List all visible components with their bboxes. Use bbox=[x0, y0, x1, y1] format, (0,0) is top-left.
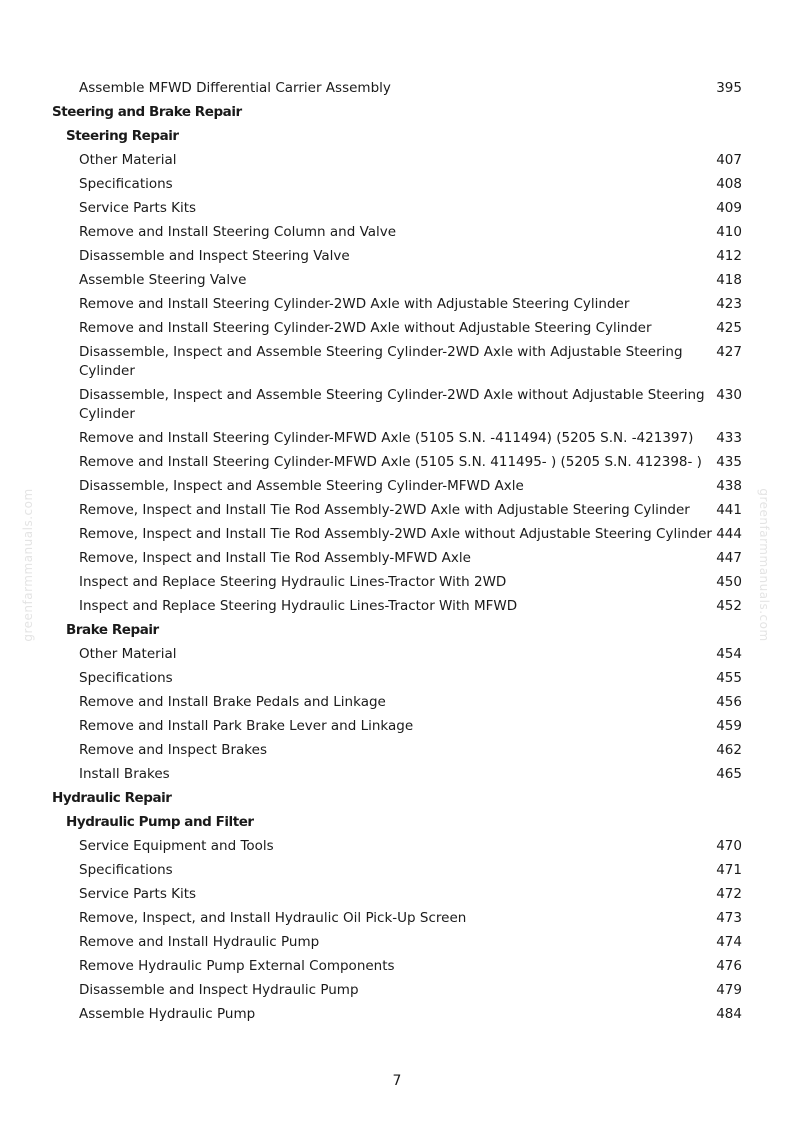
toc-entry-title: Assemble Hydraulic Pump bbox=[79, 1005, 256, 1022]
toc-entry[interactable] bbox=[0, 172, 794, 196]
toc-entry-title: Inspect and Replace Steering Hydraulic Lines-Tractor With 2WD bbox=[79, 573, 507, 590]
toc-entry-title: Disassemble, Inspect and Assemble Steering Cylinder-2WD Axle with Adjustable Steering Cylinder bbox=[79, 343, 683, 379]
toc-entry[interactable] bbox=[0, 1002, 794, 1026]
toc-entry-page-number: 441 bbox=[716, 501, 742, 518]
toc-entry-title: Assemble Steering Valve bbox=[79, 271, 247, 288]
toc-entry[interactable] bbox=[0, 522, 794, 546]
toc-entry-page-number: 395 bbox=[716, 79, 742, 96]
toc-entry-page-number: 418 bbox=[716, 271, 742, 288]
toc-entry[interactable] bbox=[0, 148, 794, 172]
toc-entry-title: Assemble MFWD Differential Carrier Assembly bbox=[79, 79, 391, 96]
toc-entry-title: Service Equipment and Tools bbox=[79, 837, 274, 854]
toc-entry[interactable] bbox=[0, 76, 794, 100]
toc-entry-page-number: 444 bbox=[716, 525, 742, 542]
toc-entry-page-number: 450 bbox=[716, 573, 742, 590]
toc-entry-title: Remove and Install Hydraulic Pump bbox=[79, 933, 320, 950]
toc-entry-page-number: 427 bbox=[716, 343, 742, 360]
toc-entry[interactable] bbox=[0, 244, 794, 268]
toc-entry-title: Steering Repair bbox=[66, 127, 179, 144]
toc-entry[interactable] bbox=[0, 594, 794, 618]
toc-entry[interactable] bbox=[0, 268, 794, 292]
toc-entry-title: Remove, Inspect and Install Tie Rod Assembly-2WD Axle with Adjustable Steering Cylinder bbox=[79, 501, 690, 518]
toc-entry-page-number: 474 bbox=[716, 933, 742, 950]
toc-entry-page-number: 465 bbox=[716, 765, 742, 782]
toc-entry[interactable] bbox=[0, 762, 794, 786]
toc-entry[interactable] bbox=[0, 714, 794, 738]
toc-entry-page-number: 476 bbox=[716, 957, 742, 974]
toc-entry[interactable] bbox=[0, 220, 794, 244]
toc-entry[interactable] bbox=[0, 450, 794, 474]
toc-entry[interactable] bbox=[0, 930, 794, 954]
toc-entry-page-number: 438 bbox=[716, 477, 742, 494]
toc-entry-page-number: 462 bbox=[716, 741, 742, 758]
watermark-left-text: greenfarmmanuals.com bbox=[21, 488, 35, 642]
toc-entry[interactable] bbox=[0, 546, 794, 570]
toc-entry-title: Remove and Install Park Brake Lever and Linkage bbox=[79, 717, 414, 734]
toc-subsection-heading bbox=[0, 810, 794, 834]
toc-entry[interactable] bbox=[0, 196, 794, 220]
toc-entry-page-number: 410 bbox=[716, 223, 742, 240]
toc-entry-page-number: 470 bbox=[716, 837, 742, 854]
toc-entry-title: Disassemble, Inspect and Assemble Steering Cylinder-2WD Axle without Adjustable Steering Cylinder bbox=[79, 386, 705, 422]
toc-entry[interactable] bbox=[0, 738, 794, 762]
toc-entry-title: Other Material bbox=[79, 151, 177, 168]
toc-entry-page-number: 456 bbox=[716, 693, 742, 710]
toc-entry-page-number: 407 bbox=[716, 151, 742, 168]
toc-entry[interactable] bbox=[0, 426, 794, 450]
toc-entry-page-number: 447 bbox=[716, 549, 742, 566]
toc-entry-page-number: 479 bbox=[716, 981, 742, 998]
toc-entry[interactable] bbox=[0, 906, 794, 930]
toc-entry-title: Remove and Install Steering Cylinder-2WD Axle with Adjustable Steering Cylinder bbox=[79, 295, 630, 312]
toc-entry-title: Other Material bbox=[79, 645, 177, 662]
toc-entry-title: Remove, Inspect and Install Tie Rod Assembly-2WD Axle without Adjustable Steering Cylinder bbox=[79, 525, 712, 542]
toc-entry-title: Remove Hydraulic Pump External Components bbox=[79, 957, 395, 974]
toc-entry-title: Specifications bbox=[79, 861, 173, 878]
toc-entry-title: Remove and Install Steering Cylinder-2WD Axle without Adjustable Steering Cylinder bbox=[79, 319, 652, 336]
toc-entry-page-number: 459 bbox=[716, 717, 742, 734]
toc-entry-page-number: 455 bbox=[716, 669, 742, 686]
toc-entry[interactable] bbox=[0, 642, 794, 666]
toc-entry-page-number: 452 bbox=[716, 597, 742, 614]
toc-entry-title: Remove and Install Steering Cylinder-MFWD Axle (5105 S.N. 411495- ) (5205 S.N. 412398- ) bbox=[79, 453, 702, 470]
toc-entry-page-number: 471 bbox=[716, 861, 742, 878]
toc-entry-page-number: 408 bbox=[716, 175, 742, 192]
toc-entry-title: Steering and Brake Repair bbox=[52, 103, 242, 120]
toc-entry[interactable] bbox=[0, 690, 794, 714]
toc-section-heading bbox=[0, 786, 794, 810]
toc-entry-title: Disassemble, Inspect and Assemble Steering Cylinder-MFWD Axle bbox=[79, 477, 524, 494]
toc-entry-title: Remove and Install Brake Pedals and Linkage bbox=[79, 693, 386, 710]
toc-entry-title: Disassemble and Inspect Steering Valve bbox=[79, 247, 350, 264]
toc-entry-page-number: 430 bbox=[716, 386, 742, 403]
toc-entry-title: Remove and Install Steering Column and Valve bbox=[79, 223, 397, 240]
toc-entry[interactable] bbox=[0, 340, 794, 383]
toc-entry[interactable] bbox=[0, 954, 794, 978]
toc-entry[interactable] bbox=[0, 383, 794, 426]
toc-entry-title: Remove, Inspect and Install Tie Rod Assembly-MFWD Axle bbox=[79, 549, 471, 566]
toc-entry-title: Service Parts Kits bbox=[79, 885, 197, 902]
toc-entry-title: Disassemble and Inspect Hydraulic Pump bbox=[79, 981, 359, 998]
toc-entry-title: Remove and Inspect Brakes bbox=[79, 741, 267, 758]
toc-entry-page-number: 484 bbox=[716, 1005, 742, 1022]
toc-entry-page-number: 473 bbox=[716, 909, 742, 926]
page-number: 7 bbox=[392, 1073, 402, 1089]
toc-entry-title: Hydraulic Repair bbox=[52, 789, 172, 806]
toc-entry-page-number: 425 bbox=[716, 319, 742, 336]
toc-entry[interactable] bbox=[0, 316, 794, 340]
toc-entry-title: Inspect and Replace Steering Hydraulic Lines-Tractor With MFWD bbox=[79, 597, 518, 614]
toc-entry-page-number: 409 bbox=[716, 199, 742, 216]
toc-entry-title: Specifications bbox=[79, 175, 173, 192]
toc-entry[interactable] bbox=[0, 882, 794, 906]
toc-entry-page-number: 423 bbox=[716, 295, 742, 312]
toc-entry-page-number: 472 bbox=[716, 885, 742, 902]
toc-entry-title: Service Parts Kits bbox=[79, 199, 197, 216]
toc-entry-title: Install Brakes bbox=[79, 765, 170, 782]
toc-entry-page-number: 433 bbox=[716, 429, 742, 446]
toc-entry-title: Remove, Inspect, and Install Hydraulic Oil Pick-Up Screen bbox=[79, 909, 467, 926]
toc-subsection-heading bbox=[0, 124, 794, 148]
toc-entry[interactable] bbox=[0, 834, 794, 858]
toc-entry-page-number: 454 bbox=[716, 645, 742, 662]
toc-entry-title: Hydraulic Pump and Filter bbox=[66, 813, 254, 830]
toc-entry-page-number: 412 bbox=[716, 247, 742, 264]
toc-section-heading bbox=[0, 100, 794, 124]
toc-entry[interactable] bbox=[0, 978, 794, 1002]
toc-entry-title: Brake Repair bbox=[66, 621, 159, 638]
toc-entry[interactable] bbox=[0, 474, 794, 498]
toc-entry-title: Remove and Install Steering Cylinder-MFWD Axle (5105 S.N. -411494) (5205 S.N. -421397) bbox=[79, 429, 694, 446]
toc-entry[interactable] bbox=[0, 858, 794, 882]
toc-entry-page-number: 435 bbox=[716, 453, 742, 470]
toc-entry[interactable] bbox=[0, 292, 794, 316]
table-of-contents bbox=[0, 76, 794, 1026]
toc-entry[interactable] bbox=[0, 570, 794, 594]
toc-entry-title: Specifications bbox=[79, 669, 173, 686]
toc-entry[interactable] bbox=[0, 498, 794, 522]
toc-subsection-heading bbox=[0, 618, 794, 642]
watermark-right-text: greenfarmmanuals.com bbox=[757, 488, 771, 642]
toc-entry[interactable] bbox=[0, 666, 794, 690]
